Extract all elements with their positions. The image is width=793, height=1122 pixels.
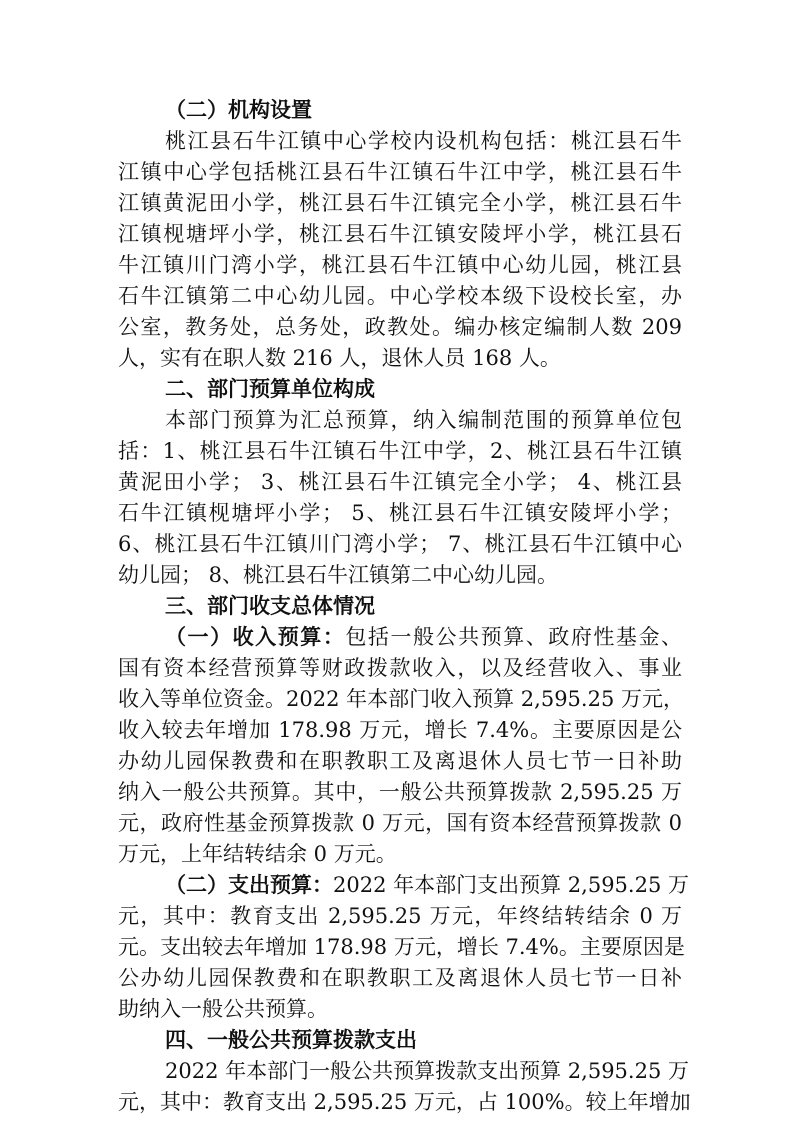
paragraph-line: 公办幼儿园保教费和在职教职工及离退休人员七节一日补 bbox=[118, 966, 682, 990]
paragraph-line: 元，其中：教育支出 2,595.25 万元，年终结转结余 0 万 bbox=[118, 904, 682, 928]
paragraph-line: 人，实有在职人数 216 人，退休人员 168 人。 bbox=[118, 346, 561, 370]
paragraph-line: 助纳入一般公共预算。 bbox=[118, 997, 328, 1021]
paragraph-line: 6、桃江县石牛江镇川门湾小学； 7、桃江县石牛江镇中心 bbox=[118, 532, 682, 556]
paragraph-line: 江镇枧塘坪小学，桃江县石牛江镇安陵坪小学，桃江县石 bbox=[118, 222, 682, 246]
section-2-heading: 二、部门预算单位构成 bbox=[165, 376, 375, 401]
section-3-heading: 三、部门收支总体情况 bbox=[165, 593, 375, 618]
section-2-1-heading: （二）机构设置 bbox=[165, 97, 312, 122]
paragraph-line: 江镇黄泥田小学，桃江县石牛江镇完全小学，桃江县石牛 bbox=[118, 191, 682, 215]
paragraph-line: 收入等单位资金。2022 年本部门收入预算 2,595.25 万元， bbox=[118, 687, 684, 711]
paragraph-line: 2022 年本部门一般公共预算拨款支出预算 2,595.25 万 bbox=[165, 1059, 689, 1083]
expense-budget-text: 2022 年本部门支出预算 2,595.25 万 bbox=[333, 873, 689, 897]
paragraph-line: 元，政府性基金预算拨款 0 万元，国有资本经营预算拨款 0 bbox=[118, 811, 682, 835]
section-4-heading: 四、一般公共预算拨款支出 bbox=[165, 1027, 417, 1052]
income-budget-label: （一）收入预算： bbox=[165, 624, 346, 649]
paragraph-line bbox=[165, 872, 689, 897]
paragraph-line: 幼儿园； 8、桃江县石牛江镇第二中心幼儿园。 bbox=[118, 563, 559, 587]
paragraph-line bbox=[165, 625, 682, 649]
paragraph-line: 收入较去年增加 178.98 万元，增长 7.4%。主要原因是公 bbox=[118, 718, 682, 742]
paragraph-line: 元。支出较去年增加 178.98 万元，增长 7.4%。主要原因是 bbox=[118, 935, 685, 959]
paragraph-line: 本部门预算为汇总预算，纳入编制范围的预算单位包 bbox=[165, 408, 682, 432]
paragraph-line: 国有资本经营预算等财政拨款收入，以及经营收入、事业 bbox=[118, 656, 682, 680]
expense-budget-label: （二）支出预算： bbox=[165, 872, 333, 897]
paragraph-line: 石牛江镇枧塘坪小学； 5、桃江县石牛江镇安陵坪小学； bbox=[118, 501, 682, 525]
paragraph-line: 办幼儿园保教费和在职教职工及离退休人员七节一日补助 bbox=[118, 749, 682, 773]
paragraph-line: 公室，教务处，总务处，政教处。编办核定编制人数 209 bbox=[118, 315, 682, 339]
income-budget-text: 包括一般公共预算、政府性基金、 bbox=[345, 625, 683, 649]
paragraph-line: 黄泥田小学； 3、桃江县石牛江镇完全小学； 4、桃江县 bbox=[118, 470, 682, 494]
paragraph-line: 桃江县石牛江镇中心学校内设机构包括：桃江县石牛 bbox=[165, 129, 682, 153]
paragraph-line: 江镇中心学包括桃江县石牛江镇石牛江中学，桃江县石牛 bbox=[118, 160, 682, 184]
paragraph-line: 石牛江镇第二中心幼儿园。中心学校本级下设校长室，办 bbox=[118, 284, 682, 308]
paragraph-line: 纳入一般公共预算。其中，一般公共预算拨款 2,595.25 万 bbox=[118, 780, 682, 804]
paragraph-line: 括：1、桃江县石牛江镇石牛江中学，2、桃江县石牛江镇 bbox=[118, 439, 682, 463]
paragraph-line: 万元，上年结转结余 0 万元。 bbox=[118, 842, 397, 866]
paragraph-line: 元，其中：教育支出 2,595.25 万元，占 100%。较上年增加 bbox=[118, 1090, 691, 1114]
paragraph-line: 牛江镇川门湾小学，桃江县石牛江镇中心幼儿园，桃江县 bbox=[118, 253, 682, 277]
